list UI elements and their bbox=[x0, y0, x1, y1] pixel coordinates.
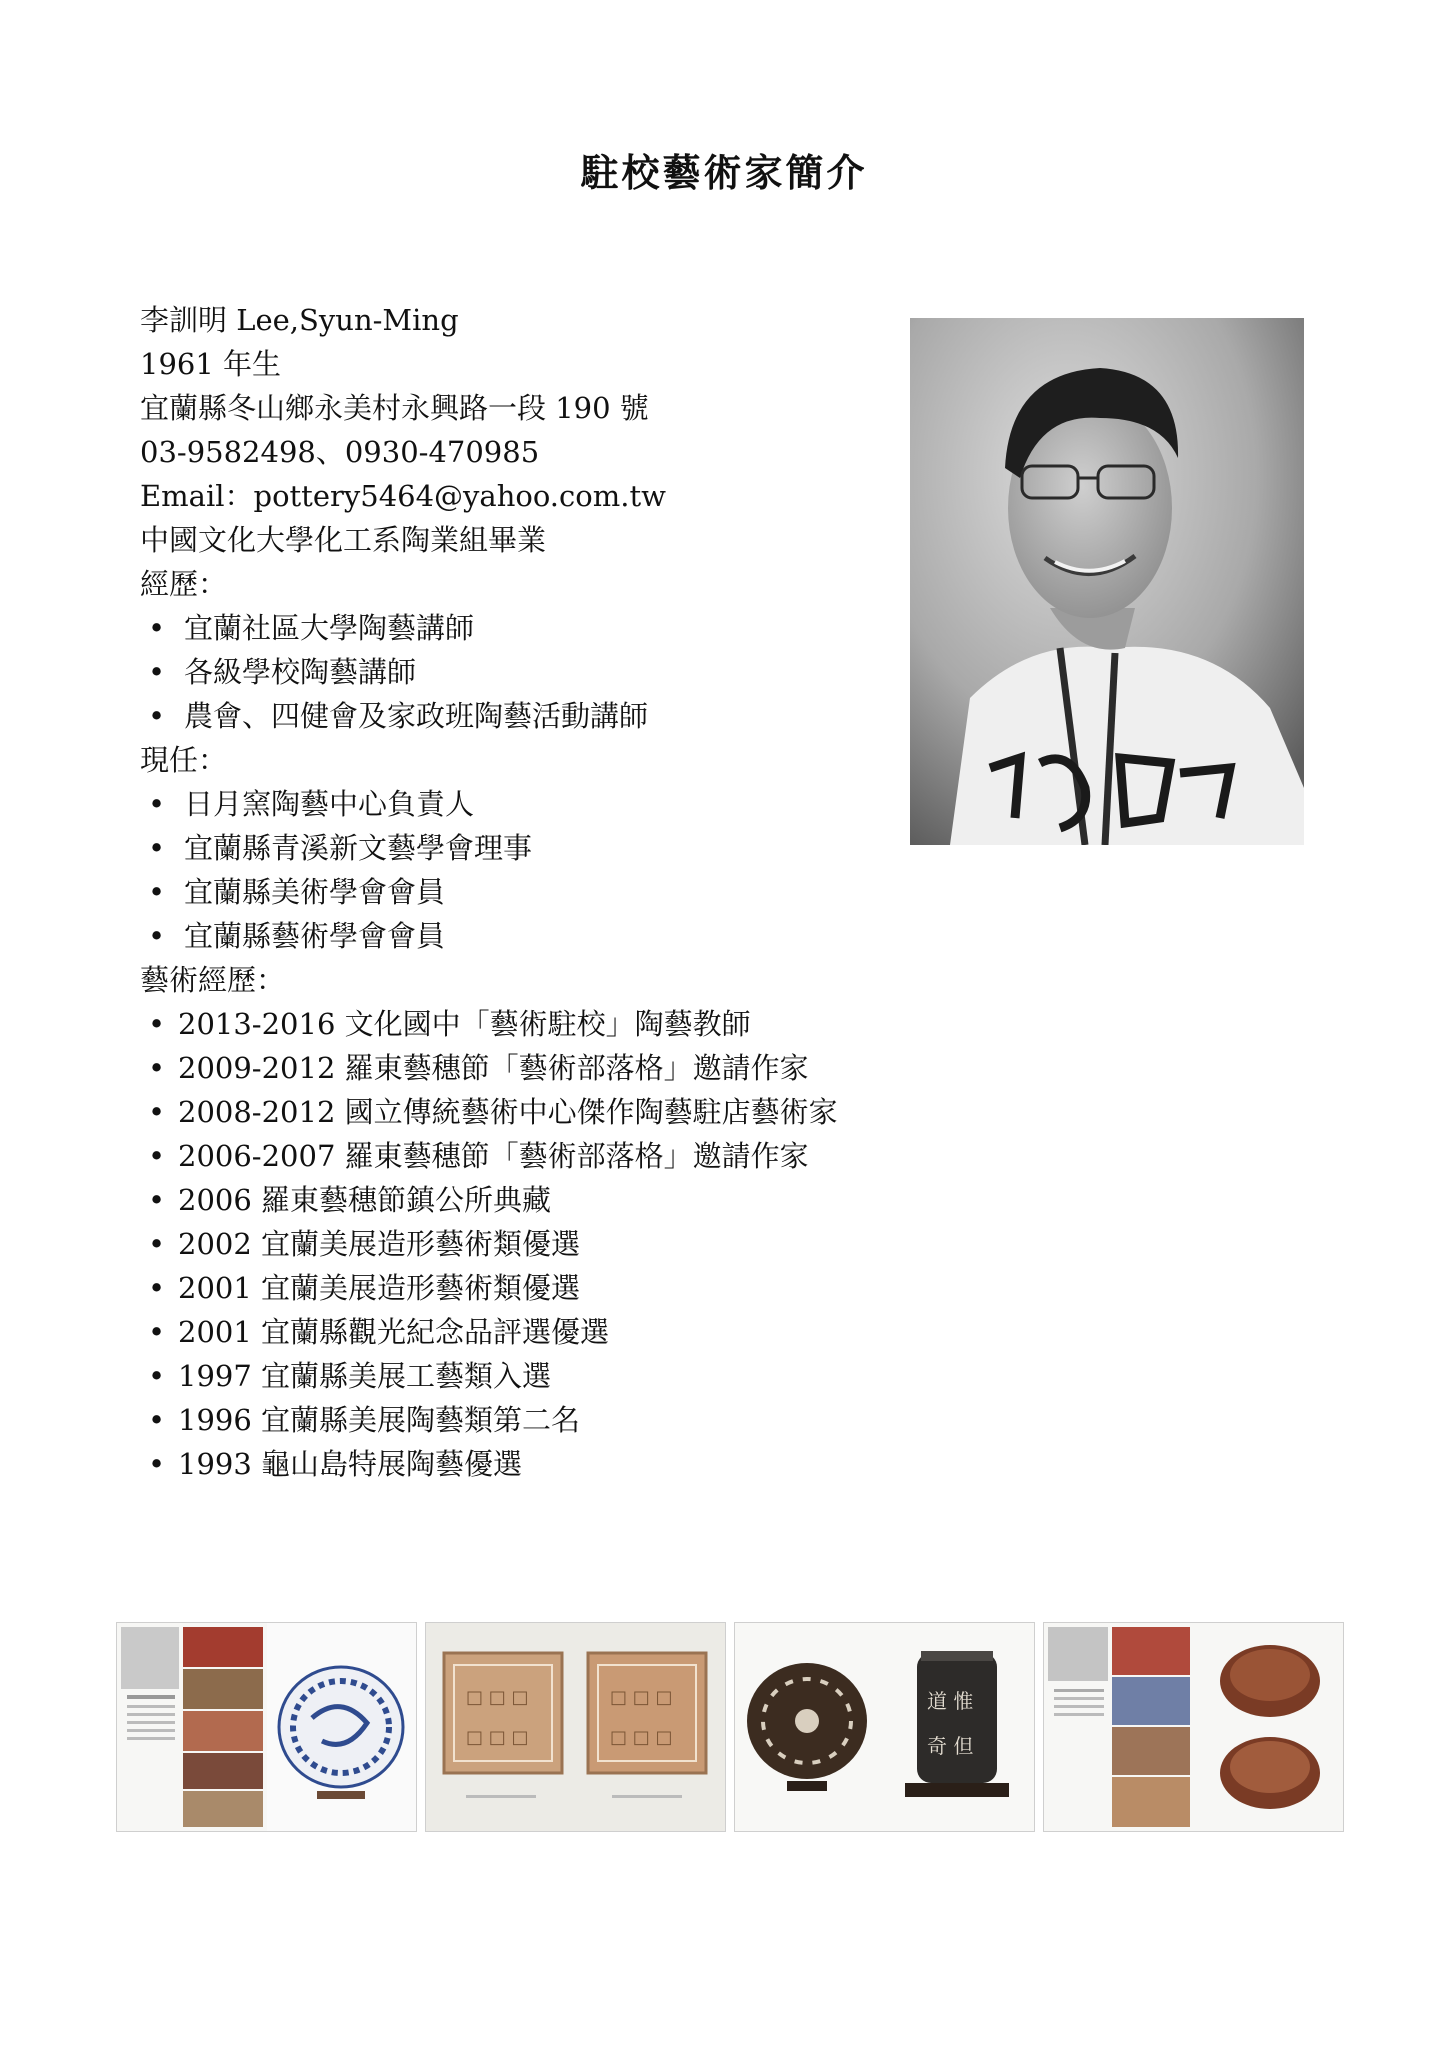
art-item: • 1993 龜山島特展陶藝優選 bbox=[140, 1442, 900, 1486]
art-item: • 2001 宜蘭縣觀光紀念品評選優選 bbox=[140, 1310, 900, 1354]
address: 宜蘭縣冬山鄉永美村永興路一段 190 號 bbox=[140, 391, 649, 425]
art-item: • 1996 宜蘭縣美展陶藝類第二名 bbox=[140, 1398, 900, 1442]
education: 中國文化大學化工系陶業組畢業 bbox=[140, 523, 547, 557]
svg-text:□ □ □: □ □ □ bbox=[466, 1687, 529, 1708]
book-spread-blue-white-plate bbox=[116, 1622, 417, 1832]
bullet-dot: • bbox=[148, 1051, 166, 1085]
book-spread-round-lidded-boxes bbox=[1043, 1622, 1344, 1832]
book-spread-pottery-plate-and-calligraphy-jar bbox=[734, 1622, 1035, 1832]
experience-item: • 各級學校陶藝講師 bbox=[140, 650, 900, 694]
artist-name: 李訓明 Lee,Syun-Ming bbox=[140, 303, 459, 337]
svg-text:□ □ □: □ □ □ bbox=[466, 1727, 529, 1748]
experience-heading: 經歷： bbox=[140, 567, 228, 601]
email: Email：pottery5464@yahoo.com.tw bbox=[140, 479, 666, 513]
bullet-dot: • bbox=[148, 699, 166, 733]
page-title: 駐校藝術家簡介 bbox=[580, 151, 868, 195]
bullet-dot: • bbox=[148, 831, 166, 865]
bullet-dot: • bbox=[148, 875, 166, 909]
current-item: • 宜蘭縣青溪新文藝學會理事 bbox=[140, 826, 900, 870]
spread-illustration bbox=[117, 1623, 416, 1831]
art-item: • 2009-2012 羅東藝穗節「藝術部落格」邀請作家 bbox=[140, 1046, 900, 1090]
spread-illustration bbox=[735, 1623, 1034, 1831]
experience-item: • 農會、四健會及家政班陶藝活動講師 bbox=[140, 694, 900, 738]
current-item: • 宜蘭縣美術學會會員 bbox=[140, 870, 900, 914]
svg-text:□ □ □: □ □ □ bbox=[610, 1727, 673, 1748]
spread-illustration bbox=[426, 1623, 725, 1831]
book-spread-carved-tablets bbox=[425, 1622, 726, 1832]
art-item: • 2006 羅東藝穗節鎮公所典藏 bbox=[140, 1178, 900, 1222]
artist-portrait-photo bbox=[910, 318, 1304, 845]
current-heading: 現任： bbox=[140, 743, 228, 777]
portrait-illustration bbox=[910, 318, 1304, 845]
bullet-dot: • bbox=[148, 1095, 166, 1129]
bullet-dot: • bbox=[148, 1359, 166, 1393]
svg-text:奇 但: 奇 但 bbox=[927, 1734, 974, 1758]
bullet-dot: • bbox=[148, 611, 166, 645]
art-item: • 2008-2012 國立傳統藝術中心傑作陶藝駐店藝術家 bbox=[140, 1090, 900, 1134]
art-item: • 2001 宜蘭美展造形藝術類優選 bbox=[140, 1266, 900, 1310]
bullet-dot: • bbox=[148, 655, 166, 689]
art-item: • 1997 宜蘭縣美展工藝類入選 bbox=[140, 1354, 900, 1398]
art-item: • 2013-2016 文化國中「藝術駐校」陶藝教師 bbox=[140, 1002, 900, 1046]
current-item: • 日月窯陶藝中心負責人 bbox=[140, 782, 900, 826]
bullet-dot: • bbox=[148, 1227, 166, 1261]
current-item: • 宜蘭縣藝術學會會員 bbox=[140, 914, 900, 958]
bullet-dot: • bbox=[148, 1271, 166, 1305]
art-item: • 2002 宜蘭美展造形藝術類優選 bbox=[140, 1222, 900, 1266]
bullet-dot: • bbox=[148, 1447, 166, 1481]
svg-text:道 惟: 道 惟 bbox=[927, 1689, 974, 1713]
bullet-dot: • bbox=[148, 1007, 166, 1041]
svg-text:□ □ □: □ □ □ bbox=[610, 1687, 673, 1708]
birth-year: 1961 年生 bbox=[140, 347, 282, 381]
spread-illustration bbox=[1044, 1623, 1343, 1831]
phone: 03-9582498、0930-470985 bbox=[140, 435, 540, 469]
art-item: • 2006-2007 羅東藝穗節「藝術部落格」邀請作家 bbox=[140, 1134, 900, 1178]
art-heading: 藝術經歷： bbox=[140, 963, 286, 997]
bullet-dot: • bbox=[148, 1403, 166, 1437]
bullet-dot: • bbox=[148, 1315, 166, 1349]
artist-info bbox=[140, 298, 900, 1486]
bullet-dot: • bbox=[148, 1139, 166, 1173]
bullet-dot: • bbox=[148, 1183, 166, 1217]
experience-item: • 宜蘭社區大學陶藝講師 bbox=[140, 606, 900, 650]
bullet-dot: • bbox=[148, 919, 166, 953]
bullet-dot: • bbox=[148, 787, 166, 821]
